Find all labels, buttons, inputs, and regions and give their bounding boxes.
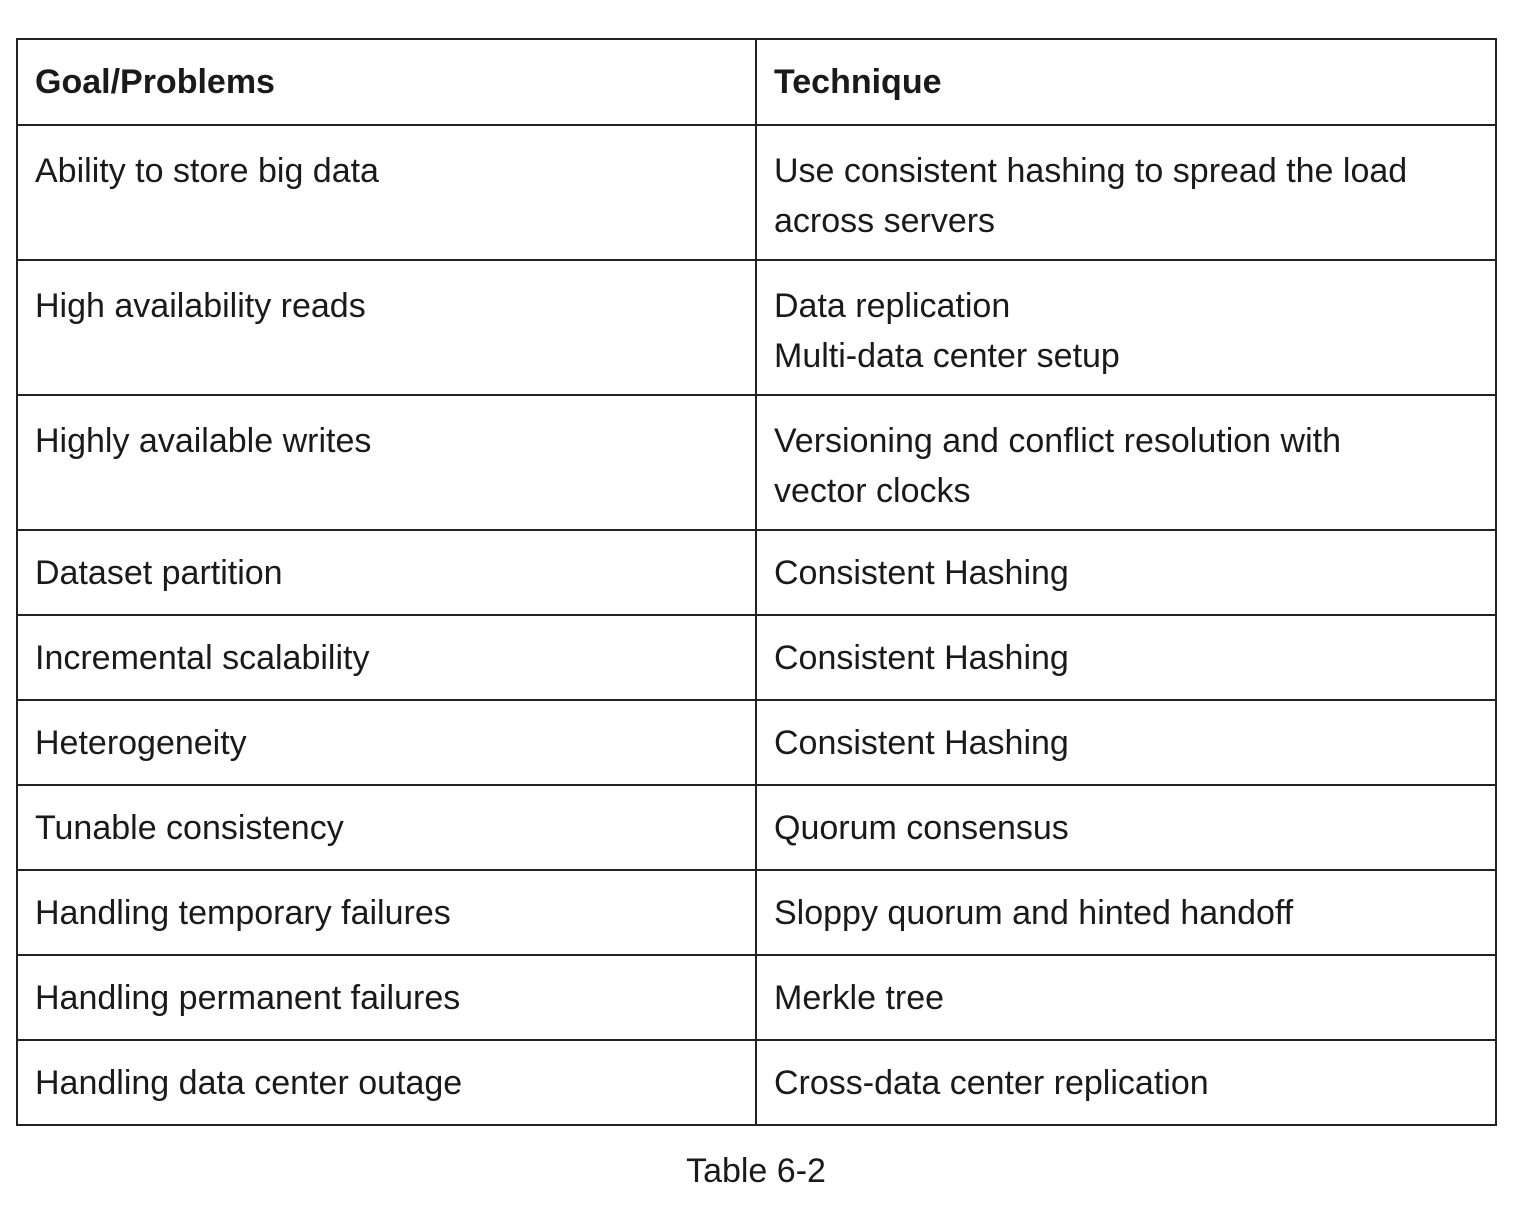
goal-cell: Highly available writes bbox=[17, 395, 756, 530]
technique-cell: Sloppy quorum and hinted handoff bbox=[756, 870, 1496, 955]
table-caption: Table 6-2 bbox=[686, 1152, 826, 1190]
column-header-technique: Technique bbox=[756, 39, 1496, 125]
technique-line: Multi-data center setup bbox=[774, 337, 1120, 375]
table-row bbox=[17, 615, 1496, 700]
technique-cell: Merkle tree bbox=[756, 955, 1496, 1040]
goal-cell: Handling temporary failures bbox=[17, 870, 756, 955]
technique-cell: Quorum consensus bbox=[756, 785, 1496, 870]
technique-line: Use consistent hashing to spread the load bbox=[774, 152, 1408, 190]
goal-cell: High availability reads bbox=[17, 260, 756, 395]
table-row bbox=[17, 870, 1496, 955]
goal-cell: Dataset partition bbox=[17, 530, 756, 615]
technique-line: Data replication bbox=[774, 287, 1011, 325]
technique-line: vector clocks bbox=[774, 472, 971, 510]
table-row bbox=[17, 395, 1496, 530]
goal-cell: Heterogeneity bbox=[17, 700, 756, 785]
table-row bbox=[17, 530, 1496, 615]
technique-cell bbox=[756, 260, 1496, 395]
table-row bbox=[17, 785, 1496, 870]
technique-cell bbox=[756, 125, 1496, 260]
technique-cell: Consistent Hashing bbox=[756, 615, 1496, 700]
table-row bbox=[17, 260, 1496, 395]
goal-cell: Tunable consistency bbox=[17, 785, 756, 870]
goal-cell: Ability to store big data bbox=[17, 125, 756, 260]
column-header-goal: Goal/Problems bbox=[17, 39, 756, 125]
goal-cell: Handling data center outage bbox=[17, 1040, 756, 1125]
table-header-row bbox=[17, 39, 1496, 125]
table-row bbox=[17, 1040, 1496, 1125]
technique-cell: Consistent Hashing bbox=[756, 530, 1496, 615]
technique-line: Versioning and conflict resolution with bbox=[774, 422, 1341, 460]
technique-line: across servers bbox=[774, 202, 996, 240]
technique-cell bbox=[756, 395, 1496, 530]
goal-cell: Incremental scalability bbox=[17, 615, 756, 700]
table-row bbox=[17, 700, 1496, 785]
technique-cell: Cross-data center replication bbox=[756, 1040, 1496, 1125]
technique-cell: Consistent Hashing bbox=[756, 700, 1496, 785]
goal-technique-table bbox=[16, 38, 1497, 1126]
table-row bbox=[17, 955, 1496, 1040]
goal-cell: Handling permanent failures bbox=[17, 955, 756, 1040]
table-row bbox=[17, 125, 1496, 260]
